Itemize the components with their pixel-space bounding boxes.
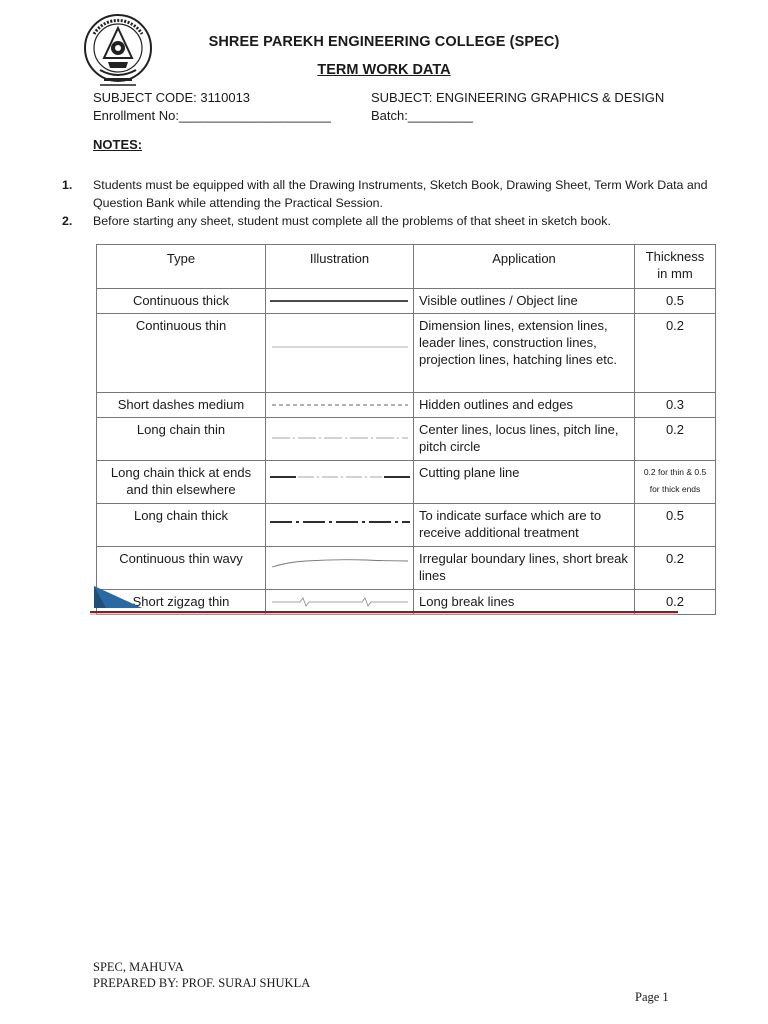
cell-thickness: 0.2 (635, 418, 716, 461)
header-application: Application (414, 245, 635, 289)
line-types-table (96, 244, 716, 615)
note-number: 1. (62, 178, 73, 192)
college-logo-seal (82, 12, 154, 92)
table-row (97, 393, 716, 418)
long-chain-thick-line-sample (266, 504, 414, 546)
cell-illustration (266, 418, 414, 461)
cell-application: Center lines, locus lines, pitch line, pitch circle (414, 418, 635, 461)
subject-name: SUBJECT: ENGINEERING GRAPHICS & DESIGN (371, 90, 665, 105)
table-row (97, 504, 716, 547)
page-number: Page 1 (635, 990, 669, 1004)
table-row (97, 547, 716, 590)
cell-illustration (266, 393, 414, 418)
cutting-plane-line-sample (266, 461, 414, 503)
long-chain-thin-line-sample (266, 418, 414, 460)
cell-application: To indicate surface which are to receive additional treatment (414, 504, 635, 547)
college-name: SHREE PAREKH ENGINEERING COLLEGE (SPEC) (208, 34, 560, 50)
wavy-line-sample (266, 547, 414, 589)
cell-type: Continuous thin (97, 314, 266, 393)
red-divider-rule (90, 611, 678, 615)
header-thickness: Thickness in mm (635, 245, 716, 289)
cell-illustration (266, 547, 414, 590)
note-text: Before starting any sheet, student must complete all the problems of that sheet in sketch book. (93, 214, 611, 228)
batch-field: Batch:_________ (371, 108, 473, 123)
cell-type: Long chain thin (97, 418, 266, 461)
cell-type: Long chain thick at ends and thin elsewhere (97, 461, 266, 504)
cell-type: Short zigzag thin (97, 590, 266, 615)
footer-prepared-by: PREPARED BY: PROF. SURAJ SHUKLA (93, 976, 311, 990)
cell-thickness: 0.2 for thin & 0.5 for thick ends (635, 461, 716, 504)
cell-thickness: 0.3 (635, 393, 716, 418)
note-text: Students must be equipped with all the Drawing Instruments, Sketch Book, Drawing Sheet, Term Work Data and Question Bank while attending the Practical Session. (93, 178, 708, 210)
header-type: Type (97, 245, 266, 289)
cell-application: Visible outlines / Object line (414, 289, 635, 314)
cell-thickness: 0.2 (635, 590, 716, 615)
cell-application: Dimension lines, extension lines, leader lines, construction lines, projection lines, hatching lines etc. (414, 314, 635, 393)
cell-type: Short dashes medium (97, 393, 266, 418)
cell-illustration (266, 314, 414, 393)
cell-thickness: 0.5 (635, 289, 716, 314)
continuous-thin-line-sample (266, 314, 414, 392)
subject-code: SUBJECT CODE: 3110013 (93, 90, 251, 105)
cell-thickness: 0.2 (635, 314, 716, 393)
note-item (62, 176, 722, 212)
document-title: TERM WORK DATA (317, 62, 451, 78)
table-row (97, 418, 716, 461)
table-row (97, 461, 716, 504)
short-dashes-line-sample (266, 393, 414, 417)
cell-application: Cutting plane line (414, 461, 635, 504)
cell-application: Hidden outlines and edges (414, 393, 635, 418)
cell-type: Continuous thin wavy (97, 547, 266, 590)
table-row (97, 289, 716, 314)
enrollment-field: Enrollment No:_____________________ (93, 108, 331, 123)
continuous-thick-line-sample (266, 289, 414, 313)
corner-decoration (94, 586, 144, 608)
cell-application: Irregular boundary lines, short break lines (414, 547, 635, 590)
cell-type: Long chain thick (97, 504, 266, 547)
table-header-row (97, 245, 716, 289)
cell-thickness: 0.2 (635, 547, 716, 590)
notes-heading: NOTES: (93, 137, 143, 152)
header-illustration: Illustration (266, 245, 414, 289)
cell-application: Long break lines (414, 590, 635, 615)
cell-illustration (266, 461, 414, 504)
table-row (97, 314, 716, 393)
cell-type: Continuous thick (97, 289, 266, 314)
cell-illustration (266, 289, 414, 314)
cell-thickness: 0.5 (635, 504, 716, 547)
cell-illustration (266, 504, 414, 547)
note-item (62, 212, 722, 230)
footer-institution: SPEC, MAHUVA (93, 960, 184, 974)
note-number: 2. (62, 214, 73, 228)
